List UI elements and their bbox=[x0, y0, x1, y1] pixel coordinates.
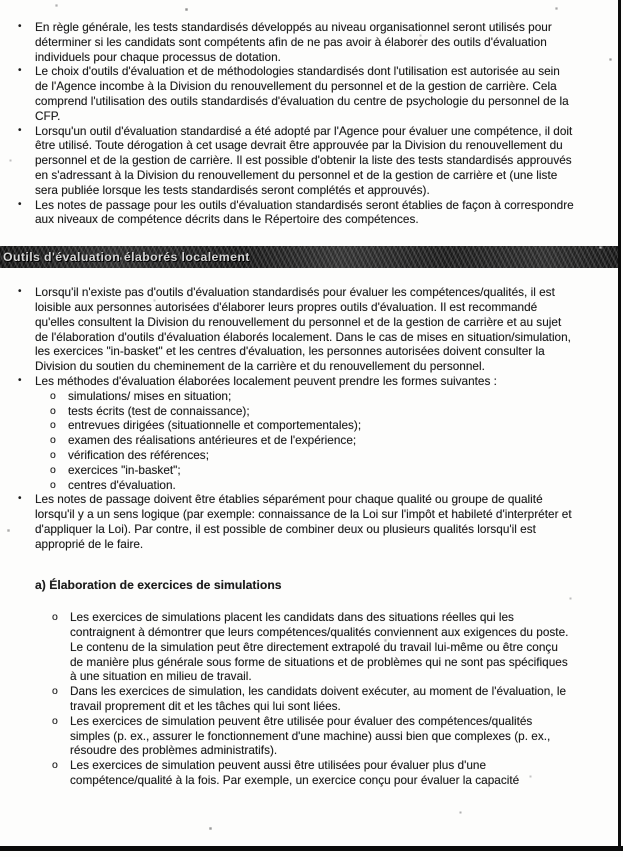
bullet-text: En règle générale, les tests standardisés développés au niveau organisationnel seront utilisés pour déterminer si les candidats sont compétents afin de ne pas avoir à élaborer des outils d'évaluation individuels pour chaque processus de dotation. bbox=[35, 20, 552, 64]
list-item bbox=[50, 448, 575, 463]
list-item bbox=[52, 610, 573, 684]
circle-bullet-icon: o bbox=[50, 389, 56, 402]
list-item bbox=[50, 433, 575, 448]
scan-noise bbox=[0, 0, 1, 1]
circle-bullet-icon: o bbox=[52, 759, 58, 772]
circle-bullet-icon: o bbox=[52, 714, 58, 727]
bullet-text: Lorsqu'un outil d'évaluation standardisé a été adopté par l'Agence pour évaluer une compétence, il doit être utilisé. Toute dérogation à cet usage devrait être approuvée par la Division du renouvellement du personnel et de la gestion de carrière. Il est possible d'obtenir la liste des tests standardisés approuvés en s'adressant à la Division du renouvellement du personnel et de la gestion de carrière et (une liste sera publiée lorsque les tests standardisés seront complétés et approuvés). bbox=[35, 123, 573, 197]
bullet-text: Les notes de passage pour les outils d'évaluation standardisés seront établies de façon à correspondre aux niveaux de compétence décrits dans le Répertoire des compétences. bbox=[35, 197, 574, 227]
section-header-bar bbox=[0, 246, 620, 268]
section-title: Outils d'évaluation élaborés localement bbox=[3, 249, 250, 264]
circle-bullet-icon: o bbox=[52, 611, 58, 624]
simulation-bullet-list bbox=[34, 610, 623, 788]
page-border-right bbox=[618, 0, 621, 851]
list-item bbox=[18, 285, 575, 374]
bullet-icon: • bbox=[18, 286, 22, 298]
bullet-icon: • bbox=[18, 198, 22, 210]
local-tools-bullet-list bbox=[0, 285, 623, 551]
bullet-text: vérification des références; bbox=[68, 447, 209, 462]
list-item bbox=[52, 714, 573, 758]
circle-bullet-icon: o bbox=[50, 448, 56, 461]
list-item bbox=[52, 684, 573, 714]
bullet-text: Les exercices de simulation peuvent être utilisée pour évaluer des compétences/qualités simples (p. ex., assurer le fonctionnement d'une machine) aussi bien que complexes (p. ex., résoudre des problèmes administratifs). bbox=[70, 713, 551, 758]
list-item bbox=[50, 404, 575, 419]
list-item bbox=[50, 463, 575, 478]
circle-bullet-icon: o bbox=[50, 463, 56, 476]
list-item bbox=[18, 198, 575, 228]
bullet-text: simulations/ mises en situation; bbox=[68, 388, 232, 403]
bullet-icon: • bbox=[18, 65, 22, 77]
list-item bbox=[18, 492, 575, 551]
list-item bbox=[18, 124, 575, 198]
bullet-icon: • bbox=[18, 21, 22, 32]
page-border-bottom bbox=[0, 846, 623, 851]
bullet-text: exercices "in-basket"; bbox=[68, 462, 181, 477]
bullet-text: tests écrits (test de connaissance); bbox=[68, 403, 250, 418]
list-item bbox=[18, 374, 575, 389]
list-item bbox=[18, 64, 575, 123]
bullet-text: Dans les exercices de simulation, les candidats doivent exécuter, au moment de l'évaluation, le travail proprement dit et les tâches qui lui sont liées. bbox=[70, 684, 567, 714]
bullet-text: Les notes de passage doivent être établies séparément pour chaque qualité ou groupe de qualité lorsqu'il y a un sens logique (par exemple: connaissance de la Loi sur l'impôt et habileté d'interpréter et d'appliquer la Loi). Par contre, il est possible de combiner deux ou plusieurs qualités lorsqu'il est approprié de le faire. bbox=[35, 492, 572, 551]
bullet-text: Lorsqu'il n'existe pas d'outils d'évaluation standardisés pour évaluer les compétences/qualités, il est loisible aux personnes autorisées d'élaborer leurs propres outils d'évaluation. Il est recommandé qu'elles consultent la Division du renouvellement du personnel et de la gestion de carrière et au sujet de l'élaboration d'outils d'évaluation élaborés localement. Dans le cas de mises en situation/simulation, les exercices "in-basket" et les centres d'évaluation, les personnes autorisées doivent consulter la Division du soutien du cheminement de la carrière et du renouvellement du personnel. bbox=[35, 285, 571, 374]
bullet-text: Les méthodes d'évaluation élaborées localement peuvent prendre les formes suivantes : bbox=[35, 373, 497, 388]
bullet-text: Les exercices de simulation peuvent aussi être utilisées pour évaluer plus d'une compétence/qualité à la fois. Par exemple, un exercice conçu pour évaluer la capacité bbox=[70, 758, 520, 788]
bullet-text: centres d'évaluation. bbox=[68, 477, 176, 492]
circle-bullet-icon: o bbox=[50, 478, 56, 491]
list-item bbox=[50, 478, 575, 493]
bullet-icon: • bbox=[18, 124, 22, 136]
evaluation-methods-sublist bbox=[50, 389, 575, 493]
bullet-text: Le choix d'outils d'évaluation et de méthodologies standardisés dont l'utilisation est autorisée au sein de l'Agence incombe à la Division du renouvellement du personnel et de la gestion de carrière. Cela comprend l'utilisation des outils standardisés d'évaluation du centre de psychologie du personnel de la CFP. bbox=[35, 64, 569, 123]
circle-bullet-icon: o bbox=[50, 419, 56, 432]
intro-bullet-list bbox=[0, 20, 623, 227]
list-item bbox=[50, 418, 575, 433]
circle-bullet-icon: o bbox=[50, 404, 56, 417]
bullet-icon: • bbox=[18, 374, 22, 386]
bullet-text: examen des réalisations antérieures et de l'expérience; bbox=[68, 433, 357, 448]
circle-bullet-icon: o bbox=[52, 685, 58, 698]
list-item bbox=[52, 758, 573, 788]
bullet-text: entrevues dirigées (situationnelle et comportementales); bbox=[68, 418, 362, 433]
bullet-text: Les exercices de simulations placent les candidats dans des situations réelles qui les contraignent à démontrer que leurs compétences/qualités conviennent aux exigences du poste. Le contenu de la simulation peut être directement extrapolé du travail lui-même ou être conçu de manière plus générale sous forme de situations et de problèmes qui ne sont pas spécifiques à une situation en milieu de travail. bbox=[70, 610, 569, 684]
list-item bbox=[50, 389, 575, 404]
circle-bullet-icon: o bbox=[50, 434, 56, 447]
list-item bbox=[18, 20, 575, 64]
bullet-icon: • bbox=[18, 493, 22, 505]
subsection-heading: a) Élaboration de exercices de simulations bbox=[35, 577, 282, 592]
